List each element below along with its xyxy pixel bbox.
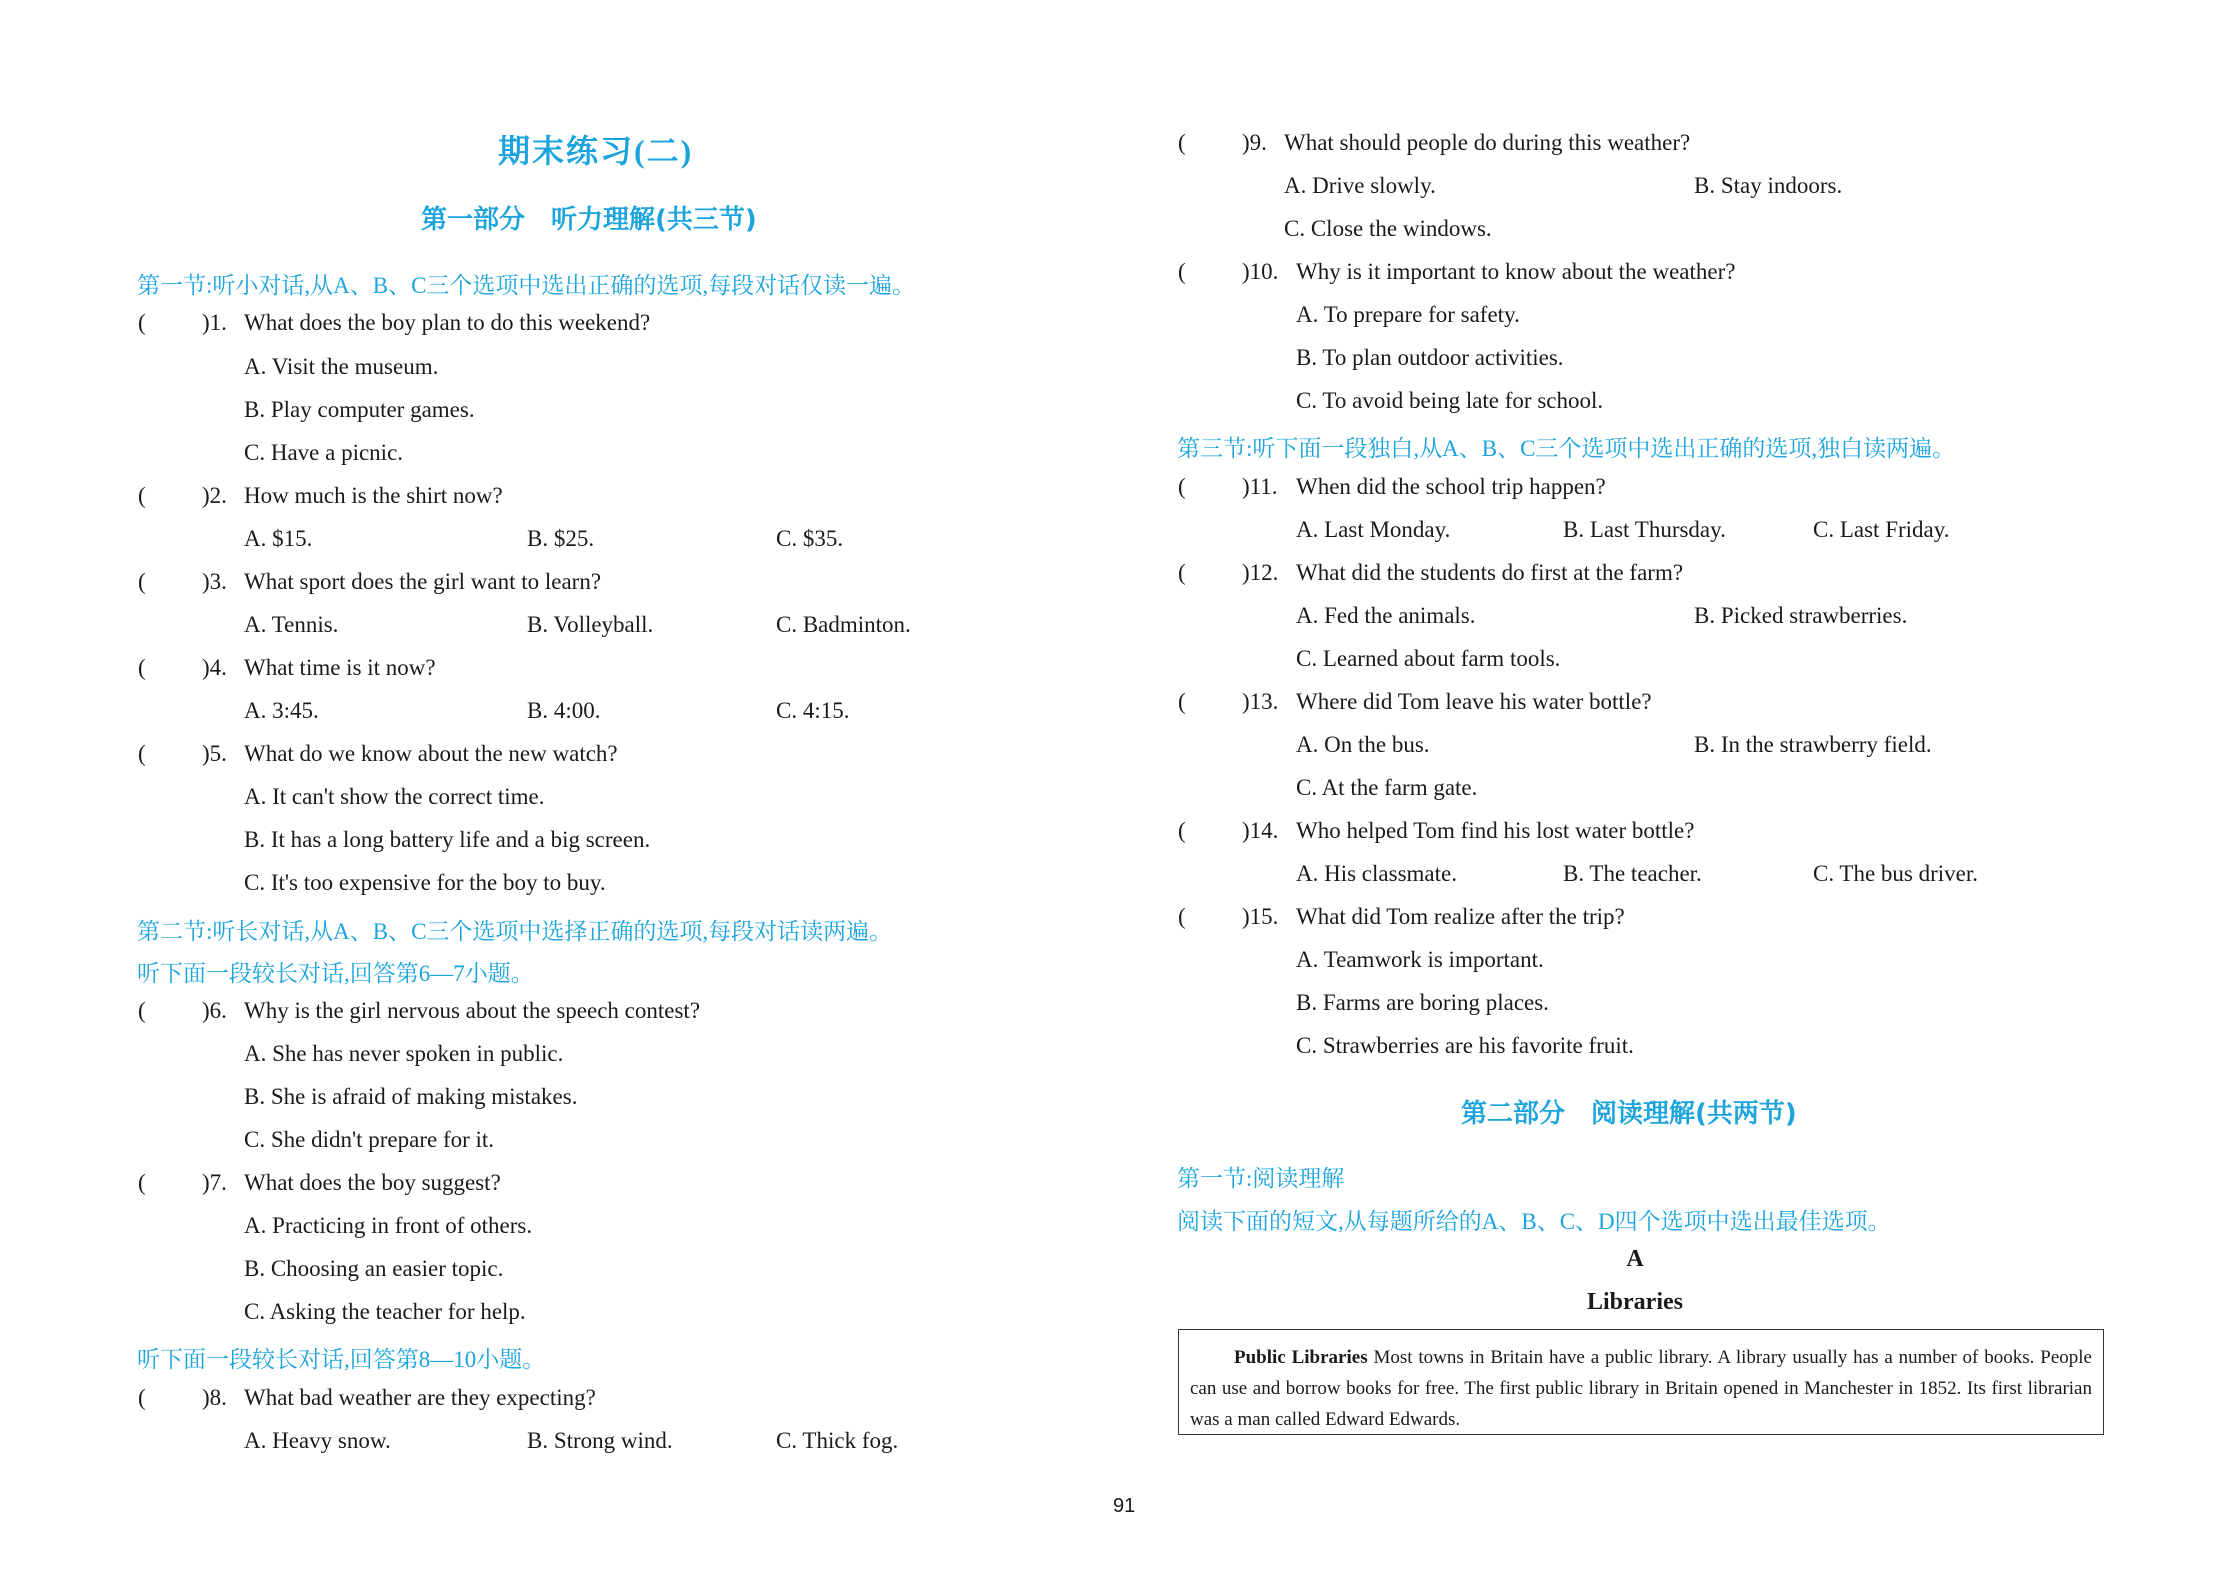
part1-section3-instruction: 第三节:听下面一段独白,从A、B、C三个选项中选出正确的选项,独白读两遍。 [1177, 436, 1956, 461]
answer-paren[interactable]: ( [1178, 474, 1186, 499]
option-b: B. Strong wind. [527, 1428, 673, 1453]
answer-paren[interactable]: ( [1178, 904, 1186, 929]
page-title: 期末练习(二) [498, 133, 694, 169]
part1-section1-instruction: 第一节:听小对话,从A、B、C三个选项中选出正确的选项,每段对话仅读一遍。 [137, 273, 916, 298]
answer-paren[interactable]: ( [1178, 560, 1186, 585]
option-a: A. Teamwork is important. [1296, 947, 1544, 972]
option-c: C. The bus driver. [1813, 861, 1979, 886]
page-number: 91 [1113, 1495, 1136, 1517]
option-a: A. She has never spoken in public. [244, 1041, 564, 1066]
question-text: When did the school trip happen? [1296, 474, 1606, 499]
question-number: )13. [1242, 689, 1279, 714]
answer-paren[interactable]: ( [138, 655, 146, 680]
option-b: B. She is afraid of making mistakes. [244, 1084, 578, 1109]
option-a: A. $15. [244, 526, 313, 551]
passage-box-text: Most towns in Britain have a public library. A library usually has a number of books. People can use and borrow books for free. The first public library in Britain opened in Manchester in 1852. Its first librarian was a man called Edward Edwards. [1190, 1347, 2092, 1430]
passage-letter: A [1626, 1246, 1644, 1272]
question-text: What do we know about the new watch? [244, 741, 618, 766]
option-a: A. Heavy snow. [244, 1428, 391, 1453]
answer-paren[interactable]: ( [138, 1385, 146, 1410]
option-c: C. She didn't prepare for it. [244, 1127, 495, 1152]
option-c: C. Badminton. [776, 612, 911, 637]
option-b: B. Farms are boring places. [1296, 990, 1549, 1015]
part1-heading: 第一部分 听力理解(共三节) [421, 205, 757, 235]
part2-heading: 第二部分 阅读理解(共两节) [1461, 1099, 1797, 1129]
option-a: A. Drive slowly. [1284, 173, 1436, 198]
option-a: A. 3:45. [244, 698, 319, 723]
option-a: A. His classmate. [1296, 861, 1457, 886]
question-number: )1. [202, 310, 227, 335]
option-a: A. On the bus. [1296, 732, 1430, 757]
question-number: )12. [1242, 560, 1279, 585]
question-text: Why is it important to know about the weather? [1296, 259, 1736, 284]
option-b: B. In the strawberry field. [1694, 732, 1932, 757]
option-a: A. To prepare for safety. [1296, 302, 1520, 327]
option-b: B. Stay indoors. [1694, 173, 1843, 198]
answer-paren[interactable]: ( [1178, 818, 1186, 843]
option-b: B. To plan outdoor activities. [1296, 345, 1564, 370]
option-b: B. Volleyball. [527, 612, 654, 637]
option-a: A. It can't show the correct time. [244, 784, 545, 809]
option-c: C. Learned about farm tools. [1296, 646, 1561, 671]
question-number: )2. [202, 483, 227, 508]
option-b: B. 4:00. [527, 698, 601, 723]
option-b: B. $25. [527, 526, 595, 551]
question-text: Why is the girl nervous about the speech contest? [244, 998, 701, 1023]
passage-box-heading: Public Libraries [1234, 1347, 1368, 1368]
option-c: C. $35. [776, 526, 844, 551]
answer-paren[interactable]: ( [138, 1170, 146, 1195]
answer-paren[interactable]: ( [1178, 689, 1186, 714]
question-text: What sport does the girl want to learn? [244, 569, 602, 594]
answer-paren[interactable]: ( [1178, 259, 1186, 284]
question-number: )7. [202, 1170, 227, 1195]
part1-section2-instruction: 第二节:听长对话,从A、B、C三个选项中选择正确的选项,每段对话读两遍。 [137, 919, 893, 944]
option-a: A. Last Monday. [1296, 517, 1451, 542]
question-number: )10. [1242, 259, 1279, 284]
option-b: B. Last Thursday. [1563, 517, 1726, 542]
question-number: )14. [1242, 818, 1279, 843]
question-text: What did Tom realize after the trip? [1296, 904, 1625, 929]
option-c: C. To avoid being late for school. [1296, 388, 1604, 413]
option-c: C. Thick fog. [776, 1428, 899, 1453]
answer-paren[interactable]: ( [138, 483, 146, 508]
option-b: B. Picked strawberries. [1694, 603, 1908, 628]
option-c: C. Close the windows. [1284, 216, 1492, 241]
answer-paren[interactable]: ( [138, 998, 146, 1023]
option-c: C. 4:15. [776, 698, 850, 723]
passage-title: Libraries [1587, 1289, 1683, 1315]
option-b: B. Choosing an easier topic. [244, 1256, 504, 1281]
question-number: )6. [202, 998, 227, 1023]
sub-instruction-6-7: 听下面一段较长对话,回答第6—7小题。 [137, 961, 534, 986]
question-number: )5. [202, 741, 227, 766]
question-text: Where did Tom leave his water bottle? [1296, 689, 1652, 714]
option-c: C. It's too expensive for the boy to buy. [244, 870, 606, 895]
option-b: B. The teacher. [1563, 861, 1702, 886]
passage-box [1178, 1329, 2104, 1435]
question-number: )4. [202, 655, 227, 680]
option-a: A. Tennis. [244, 612, 339, 637]
question-text: What should people do during this weather? [1284, 130, 1691, 155]
option-c: C. Last Friday. [1813, 517, 1950, 542]
question-text: What bad weather are they expecting? [244, 1385, 596, 1410]
option-c: C. Strawberries are his favorite fruit. [1296, 1033, 1634, 1058]
question-text: Who helped Tom find his lost water bottle? [1296, 818, 1695, 843]
sub-instruction-8-10: 听下面一段较长对话,回答第8—10小题。 [137, 1347, 546, 1372]
option-c: C. Asking the teacher for help. [244, 1299, 526, 1324]
option-a: A. Visit the museum. [244, 354, 439, 379]
answer-paren[interactable]: ( [138, 569, 146, 594]
answer-paren[interactable]: ( [138, 310, 146, 335]
part2-instruction: 阅读下面的短文,从每题所给的A、B、C、D四个选项中选出最佳选项。 [1177, 1209, 1891, 1234]
option-b: B. Play computer games. [244, 397, 475, 422]
question-text: What does the boy plan to do this weekend? [244, 310, 651, 335]
answer-paren[interactable]: ( [138, 741, 146, 766]
question-number: )15. [1242, 904, 1279, 929]
option-a: A. Fed the animals. [1296, 603, 1476, 628]
part2-section1-title: 第一节:阅读理解 [1177, 1166, 1345, 1191]
question-text: What time is it now? [244, 655, 436, 680]
question-text: What does the boy suggest? [244, 1170, 501, 1195]
question-number: )8. [202, 1385, 227, 1410]
option-b: B. It has a long battery life and a big screen. [244, 827, 651, 852]
question-text: How much is the shirt now? [244, 483, 503, 508]
answer-paren[interactable]: ( [1178, 130, 1186, 155]
question-text: What did the students do first at the farm? [1296, 560, 1684, 585]
question-number: )11. [1242, 474, 1278, 499]
option-c: C. Have a picnic. [244, 440, 404, 465]
question-number: )3. [202, 569, 227, 594]
option-a: A. Practicing in front of others. [244, 1213, 533, 1238]
question-number: )9. [1242, 130, 1267, 155]
option-c: C. At the farm gate. [1296, 775, 1478, 800]
